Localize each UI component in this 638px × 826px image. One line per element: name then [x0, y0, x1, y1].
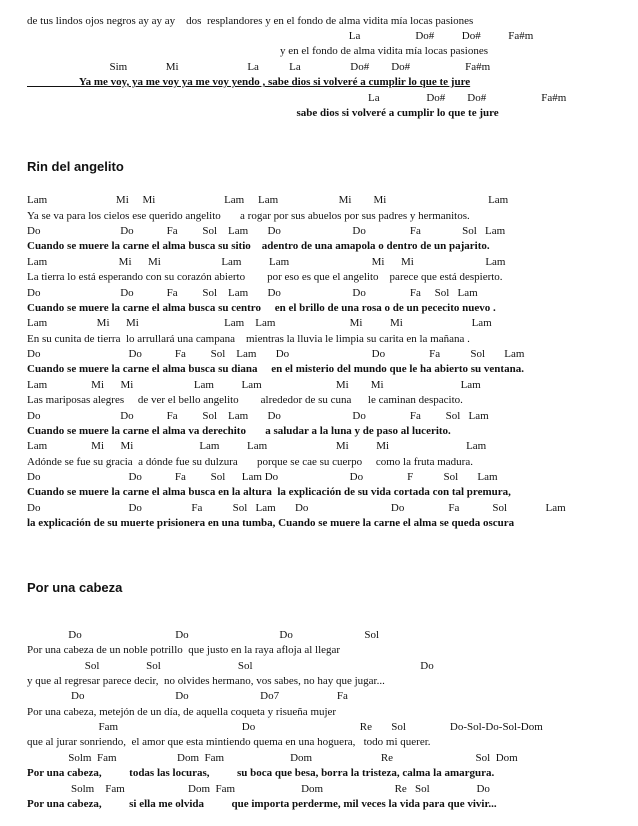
lyric-line: de tus lindos ojos negros ay ay ay dos resplandores y en el fondo de alma vidita mía locas pasiones: [27, 15, 474, 27]
chord-line: Do Do Fa Sol Lam Do Do Fa Sol Lam: [27, 287, 478, 299]
lyric-line-bold: Cuando se muere la carne el alma busca su diana en el misterio del mundo que le ha abierto su ventana.: [27, 363, 524, 375]
lyric-line: que al jurar sonriendo, el amor que esta mintiendo quema en una hoguera, todo mi querer.: [27, 736, 431, 748]
chord-line: Lam Mi Mi Lam Lam Mi Mi Lam: [27, 379, 481, 391]
chord-line: Fam Do Re Sol Do-Sol-Do-Sol-Dom: [27, 721, 543, 733]
lyric-line-bold: Ya me voy, ya me voy ya me voy yendo , sabe dios si volveré a cumplir lo que te jure: [27, 76, 471, 88]
chord-line: Do Do Do7 Fa: [27, 690, 348, 702]
chord-line: Do Do Fa Sol Lam Do Do Fa Sol Lam: [27, 502, 566, 514]
chord-line: Sim Mi La La Do# Do# Fa#m: [27, 61, 491, 73]
song-title: Rin del angelito: [27, 159, 124, 174]
chord-line: Do Do Fa Sol Lam Do Do Fa Sol Lam: [27, 225, 506, 237]
lyric-line: Por una cabeza de un noble potrillo que justo en la raya afloja al llegar: [27, 644, 341, 656]
lyric-line: Por una cabeza, metejón de un día, de aquella coqueta y risueña mujer: [27, 706, 337, 718]
chord-line: Lam Mi Mi Lam Lam Mi Mi Lam: [27, 317, 492, 329]
chord-line: Lam Mi Mi Lam Lam Mi Mi Lam: [27, 440, 487, 452]
chord-line: Do Do Fa Sol Lam Do Do F Sol Lam: [27, 471, 498, 483]
chord-line: Sol Sol Sol Do: [27, 660, 434, 672]
lyric-line: Adónde se fue su gracia a dónde fue su dulzura porque se cae su cuerpo como la fruta madura.: [27, 456, 473, 468]
lyric-line: Ya se va para los cielos ese querido angelito a rogar por sus abuelos por sus padres y hermanitos.: [27, 210, 470, 222]
chord-line: Do Do Fa Sol Lam Do Do Fa Sol Lam: [27, 410, 489, 422]
lyric-line-bold: la explicación de su muerte prisionera en una tumba, Cuando se muere la carne el alma se queda oscura: [27, 517, 515, 529]
lyric-line-bold: Cuando se muere la carne el alma va derechito a saludar a la luna y de paso al lucerito.: [27, 425, 451, 437]
lyric-line-bold: sabe dios si volveré a cumplir lo que te jure: [27, 107, 499, 119]
lyric-line-bold: Cuando se muere la carne el alma busca su sitio adentro de una amapola o dentro de un pajarito.: [27, 240, 490, 252]
chord-line: Lam Mi Mi Lam Lam Mi Mi Lam: [27, 256, 506, 268]
lyric-line: y en el fondo de alma vidita mía locas pasiones: [27, 45, 489, 57]
lyric-line: y que al regresar parece decir, no olvides hermano, vos sabes, no hay que jugar...: [27, 675, 385, 687]
chord-line: La Do# Do# Fa#m: [27, 92, 567, 104]
chord-line: La Do# Do# Fa#m: [27, 30, 534, 42]
chord-line: Do Do Fa Sol Lam Do Do Fa Sol Lam: [27, 348, 525, 360]
song-title: Por una cabeza: [27, 580, 123, 595]
lyric-line: Las mariposas alegres de ver el bello angelito alrededor de su cuna le caminan despacito.: [27, 394, 463, 406]
lyric-line: En su cunita de tierra lo arrullará una campana mientras la lluvia le limpia su carita en la mañana .: [27, 333, 470, 345]
chord-line: Solm Fam Dom Fam Dom Re Sol Do: [27, 783, 490, 795]
lyric-line-bold: Por una cabeza, si ella me olvida que importa perderme, mil veces la vida para que vivir...: [27, 798, 497, 810]
chord-line: Lam Mi Mi Lam Lam Mi Mi Lam: [27, 194, 509, 206]
lyric-line: La tierra lo está esperando con su corazón abierto por eso es que el angelito parece que está despierto.: [27, 271, 503, 283]
lyric-line-bold: Por una cabeza, todas las locuras, su boca que besa, borra la tristeza, calma la amargura.: [27, 767, 495, 779]
chord-line: Solm Fam Dom Fam Dom Re Sol Dom: [27, 752, 518, 764]
chord-line: Do Do Do Sol: [27, 629, 380, 641]
lyric-line-bold: Cuando se muere la carne el alma busca en la altura la explicación de su vida cortada con tal premura,: [27, 486, 511, 498]
lyric-line-bold: Cuando se muere la carne el alma busca su centro en el brillo de una rosa o de un pececito nuevo .: [27, 302, 496, 314]
